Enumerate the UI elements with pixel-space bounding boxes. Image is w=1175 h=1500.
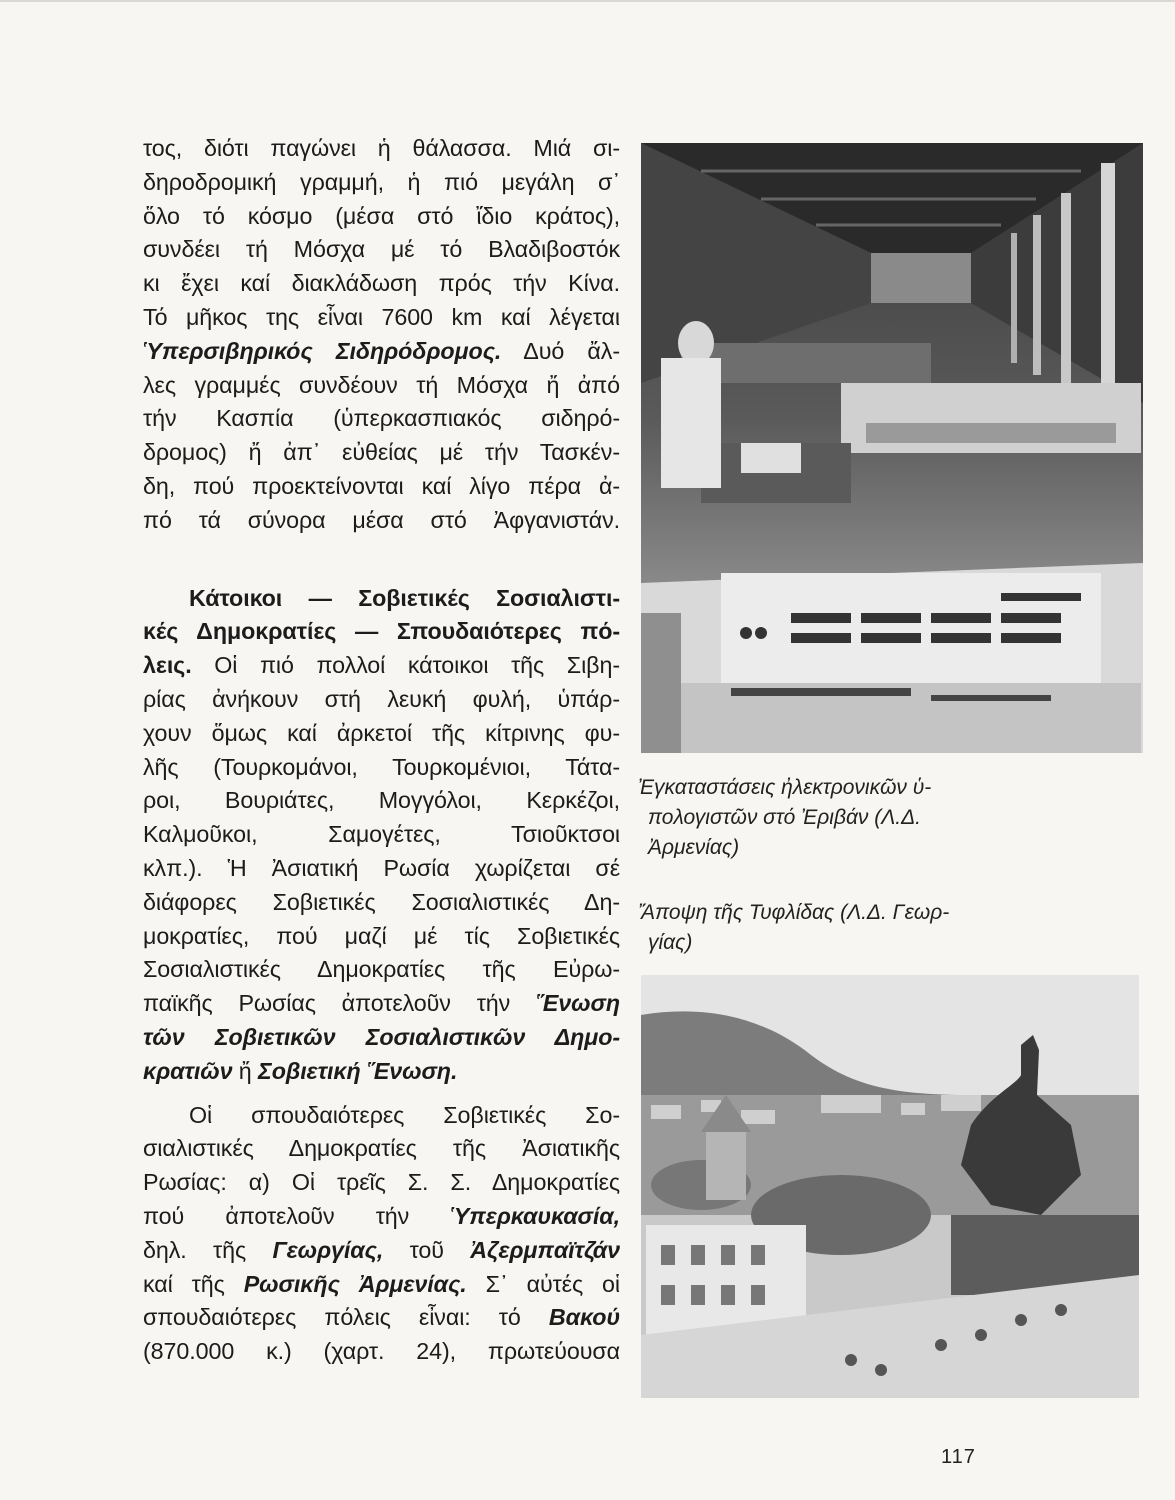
text-column (143, 132, 620, 1369)
text-line: κρατιῶν ἤ Σοβιετική Ἕνωση. (143, 1057, 458, 1084)
text-line (143, 335, 620, 369)
text-line: λῆς (Τουρκομάνοι, Τουρκομένιοι, Τάτα- (143, 753, 620, 780)
text-line: δρομος) ἤ ἀπ᾽ εὐθείας μέ τήν Τασκέν- (143, 439, 620, 466)
text-line: Ρωσίας: α) Οἱ τρεῖς Σ. Σ. Δημοκρατίες (143, 1169, 620, 1196)
text-line: λες γραμμές συνδέουν τή Μόσχα ἤ ἀπό (143, 371, 620, 398)
text-line: σιαλιστικές Δημοκρατίες τῆς Ἀσιατικῆς (143, 1135, 620, 1162)
term-union: Ἕνωση (536, 990, 620, 1017)
tbilisi-photo (641, 975, 1139, 1398)
text-line: κι ἔχει καί διακλάδωση πρός τήν Κίνα. (143, 270, 620, 297)
text-run: Οἱ πιό πολλοί κάτοικοι τῆς Σιβη- (191, 652, 620, 679)
term-soviet-union: Σοβιετική Ἕνωση. (258, 1057, 458, 1084)
section-heading-end: λεις. (143, 652, 192, 679)
term-armenia: Ρωσικῆς Ἀρμενίας. (243, 1270, 467, 1297)
text-line: συνδέει τή Μόσχα μέ τό Βλαδιβοστόκ (143, 236, 620, 263)
page-number: 117 (941, 1446, 976, 1468)
text-line: Τό μῆκος της εἶναι 7600 km καί λέγεται (143, 303, 620, 330)
text-line: Καλμοῦκοι, Σαμογέτες, Τσιοῦκτσοι (143, 821, 620, 848)
text-line: δηροδρομική γραμμή, ἡ πιό μεγάλη σ᾽ (143, 168, 620, 195)
text-line: καί τῆς Ρωσικῆς Ἀρμενίας. Σ᾽ αὐτές οἱ (143, 1270, 620, 1297)
caption-tbilisi: Ἄποψη τῆς Τυφλίδας (Λ.Δ. Γεωρ- γίας) (638, 901, 950, 954)
text-line: χουν ὅμως καί ἀρκετοί τῆς κίτρινης φυ- (143, 719, 620, 746)
text-line: παϊκῆς Ρωσίας ἀποτελοῦν τήν Ἕνωση (143, 990, 620, 1017)
text-line: τος, διότι παγώνει ἡ θάλασσα. Μιά σι- (143, 135, 620, 161)
term-georgia: Γεωργίας, (272, 1236, 384, 1263)
text-run: Δυό ἄλ- (501, 337, 620, 364)
computer-room-photo (641, 143, 1143, 753)
text-line: ὅλο τό κόσμο (μέσα στό ἴδιο κράτος), (143, 202, 620, 229)
paragraph-gap (143, 538, 620, 582)
text-line: τήν Κασπία (ὑπερκασπιακός σιδηρό- (143, 405, 620, 432)
term-baku: Βακού (548, 1304, 620, 1331)
section-heading: κές Δημοκρατίες — Σπουδαιότερες πό- (143, 618, 620, 645)
text-line: κλπ.). Ἡ Ἀσιατική Ρωσία χωρίζεται σέ (143, 854, 620, 881)
term-azerbaijan: Ἀζερμπαϊτζάν (470, 1236, 621, 1263)
text-line: πού ἀποτελοῦν τήν Ὑπερκαυκασία, (143, 1202, 620, 1229)
text-line (143, 649, 620, 683)
paragraph-gap (143, 1089, 620, 1099)
text-line: σπουδαιότερες πόλεις εἶναι: τό Βακού (143, 1304, 620, 1331)
caption-computers: Ἐγκαταστάσεις ἠλεκτρονικῶν ὑ- πολογιστῶν στό Ἐριβάν (Λ.Δ. Ἀρμενίας) (638, 776, 932, 859)
section-heading: Κάτοικοι — Σοβιετικές Σοσιαλιστι- (189, 584, 620, 611)
text-line: διάφορες Σοβιετικές Σοσιαλιστικές Δη- (143, 888, 620, 915)
text-line: πό τά σύνορα μέσα στό Ἀφγανιστάν. (143, 506, 620, 533)
term-transsiberian: Ὑπερσιβηρικός Σιδηρόδρομος. (143, 337, 502, 364)
text-line: μοκρατίες, πού μαζί μέ τίς Σοβιετικές (143, 922, 620, 949)
text-line: δηλ. τῆς Γεωργίας, τοῦ Ἀζερμπαϊτζάν (143, 1236, 621, 1263)
term-transcaucasia: Ὑπερκαυκασία, (450, 1202, 620, 1229)
text-line: Οἱ σπουδαιότερες Σοβιετικές Σο- (189, 1101, 620, 1128)
text-line: (870.000 κ.) (χαρτ. 24), πρωτεύουσα (143, 1338, 620, 1365)
text-line: Σοσιαλιστικές Δημοκρατίες τῆς Εὐρω- (143, 956, 620, 983)
text-line: ροι, Βουριάτες, Μογγόλοι, Κερκέζοι, (143, 787, 620, 814)
page-edge (0, 0, 1175, 2)
text-line: ρίας ἀνήκουν στή λευκή φυλή, ὑπάρ- (143, 685, 620, 712)
term-union: τῶν Σοβιετικῶν Σοσιαλιστικῶν Δημο- (143, 1023, 620, 1050)
text-line: δη, πού προεκτείνονται καί λίγο πέρα ἀ- (143, 472, 620, 499)
